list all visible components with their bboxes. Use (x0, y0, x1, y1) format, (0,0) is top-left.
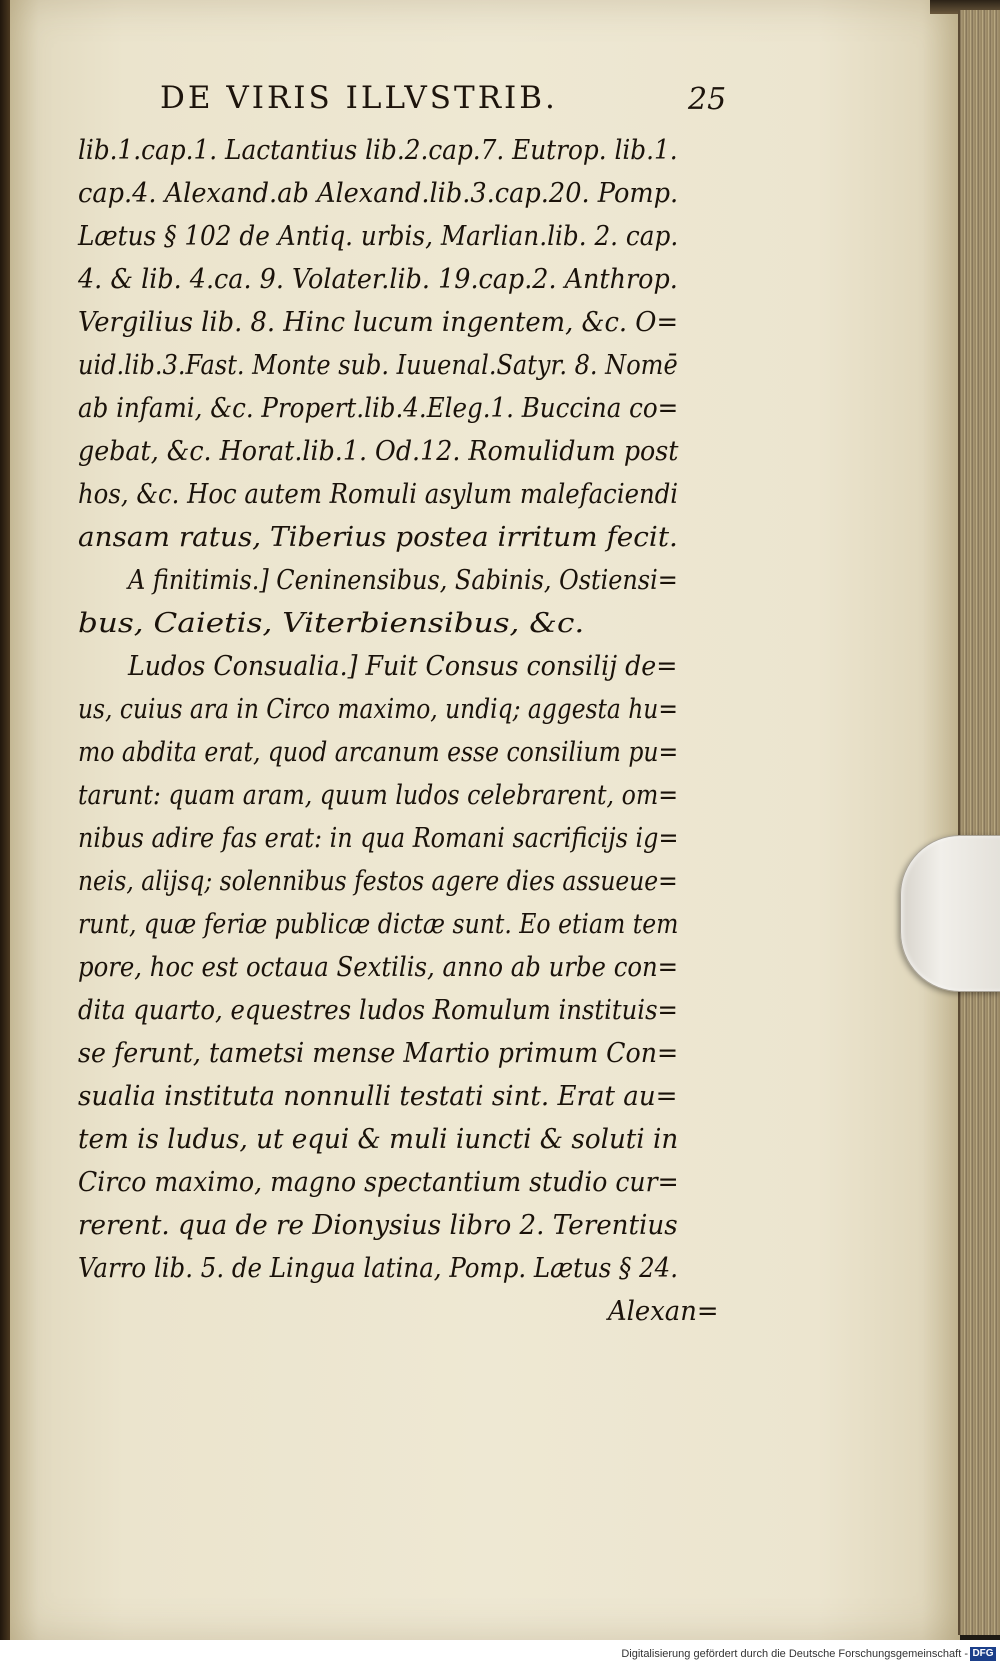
running-head: DE VIRIS ILLVSTRIB. (160, 80, 558, 116)
text-line: se ferunt, tametsi mense Martio primum Con= (78, 1038, 679, 1069)
text-line: pore, hoc est octaua Sextilis, anno ab urbe con= (78, 952, 679, 983)
text-line: Lætus § 102 de Antiq. urbis, Marlian.lib. 2. cap. (78, 221, 679, 252)
text-line: neis, alijsq; solennibus festos agere dies assueue= (78, 866, 678, 897)
text-line: sualia instituta nonnulli testati sint. Erat au= (78, 1081, 678, 1112)
text-line: tarunt: quam aram, quum ludos celebrarent, om= (78, 780, 679, 811)
digitization-credit: Digitalisierung gefördert durch die Deutsche Forschungsgemeinschaft - (621, 1648, 968, 1660)
text-line: dita quarto, equestres ludos Romulum instituis= (78, 995, 678, 1026)
catchword: Alexan= (608, 1296, 719, 1327)
text-line: ab infami, &c. Propert.lib.4.Eleg.1. Buccina co= (78, 393, 679, 424)
text-line: nibus adire fas erat: in qua Romani sacrificijs ig= (78, 823, 679, 854)
text-line: Circo maximo, magno spectantium studio cur= (78, 1167, 679, 1198)
dfg-logo: DFG (970, 1647, 996, 1661)
text-line: lib.1.cap.1. Lactantius lib.2.cap.7. Eutrop. lib.1. (78, 135, 678, 166)
text-line: uid.lib.3.Fast. Monte sub. Iuuenal.Satyr. 8. Nomē (78, 350, 678, 381)
text-line: 4. & lib. 4.ca. 9. Volater.lib. 19.cap.2. Anthrop. (78, 264, 678, 295)
text-line: rerent. qua de re Dionysius libro 2. Terentius (78, 1210, 678, 1241)
text-line: runt, quæ feriæ publicæ dictæ sunt. Eo etiam tem (78, 909, 679, 940)
text-line: gebat, &c. Horat.lib.1. Od.12. Romulidum post (78, 436, 679, 467)
text-line: Ludos Consualia.] Fuit Consus consilij de= (128, 651, 678, 682)
text-line: cap.4. Alexand.ab Alexand.lib.3.cap.20. Pomp. (78, 178, 679, 209)
page-edge-stack (958, 10, 1000, 1635)
text-line: hos, &c. Hoc autem Romuli asylum malefaciendi (78, 479, 679, 510)
text-line: mo abdita erat, quod arcanum esse consilium pu= (78, 737, 679, 768)
folio-number: 25 (688, 82, 727, 117)
text-line: us, cuius ara in Circo maximo, undiq; aggesta hu= (78, 694, 678, 725)
text-line: Varro lib. 5. de Lingua latina, Pomp. Lætus § 24. (78, 1253, 678, 1284)
text-line: tem is ludus, ut equi & muli iuncti & soluti in (78, 1124, 679, 1155)
text-line: ansam ratus, Tiberius postea irritum fecit. (78, 522, 678, 553)
text-line: Vergilius lib. 8. Hinc lucum ingentem, &c. O= (78, 307, 679, 338)
text-line: bus, Caietis, Viterbiensibus, &c. (78, 608, 585, 639)
text-line: A finitimis.] Ceninensibus, Sabinis, Ostiensi= (128, 565, 678, 596)
